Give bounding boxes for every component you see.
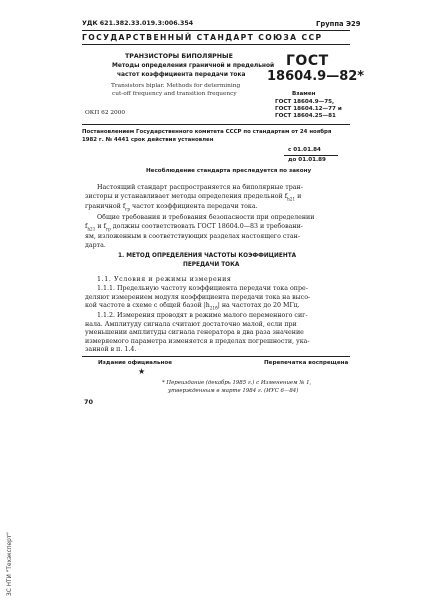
decree-text-1: Постановлением Государственного комитета СССР по стандартам от 24 ноября [82, 129, 332, 135]
okp-code: ОКП 62 2000 [85, 110, 126, 116]
intro-paragraph [85, 184, 347, 214]
footer-rule [82, 356, 350, 357]
p1-line-1: Настоящий стандарт распространяется на биполярные тран- [97, 184, 303, 191]
p1-line-2: зисторы и устанавливает методы определения предельной $f_{h21}$ и [85, 192, 302, 201]
reprint-prohibited: Перепечатка воспрещена [264, 360, 349, 366]
p111-line-3: кой частоте в схеме с общей базой $|h_{21б}|$ на частотах до 20 МГц. [85, 302, 300, 311]
side-stamp: ЗС НТИ "Техэксперт" [7, 532, 13, 596]
star-mark: ★ [138, 367, 146, 376]
p2-line-3: ям, изложенным в соответствующих разделах настоящего стан- [85, 233, 300, 241]
decree-text-2: 1982 г. № 4441 срок действия установлен [82, 137, 214, 143]
p111-line-1: 1.1.1. Предельную частоту коэффициента передачи тока опре- [97, 285, 308, 292]
section-1-heading-line-2: ПЕРЕДАЧИ ТОКА [183, 262, 240, 268]
p112-line-5: занной в п. 1.4. [85, 346, 137, 354]
p2-line-2: $f_{h21}$ и $f_{гр}$ должны соответствовать ГОСТ 18604.0—83 и требовани- [85, 222, 303, 231]
gost-label: ГОСТ [286, 53, 329, 69]
p112-line-3: уменьшении амплитуды сигнала генератора в два раза значение [85, 329, 304, 337]
replaces-label: Взамен [292, 91, 316, 97]
p1-line-3: граничной $f_{гр}$ частот коэффициента передачи тока. [85, 203, 258, 212]
decree-rule [82, 124, 350, 125]
title-ru-2: Методы определения граничной и предельной [112, 63, 275, 69]
udk-code: УДК 621.382.33.019.3:006.354 [82, 20, 194, 27]
p112-line-4: измеряемого параметра изменяется в пределах погрешности, ука- [85, 337, 310, 345]
page-number: 70 [84, 398, 94, 406]
title-ru-3: частот коэффициента передачи тока [117, 72, 246, 78]
header-rule-top [82, 30, 350, 31]
p2-line-4: дарта. [85, 242, 106, 250]
replaces-3: ГОСТ 18604.25—81 [275, 113, 336, 119]
title-ru-1: ТРАНЗИСТОРЫ БИПОЛЯРНЫЕ [125, 53, 233, 60]
replaces-1: ГОСТ 18604.9—75, [275, 99, 335, 105]
date-divider [284, 155, 338, 156]
p2-line-1: Общие требования и требования безопасности при определении [97, 214, 315, 221]
official-edition: Издание официальное [98, 360, 173, 366]
p111-line-2: деляют измерением модуля коэффициента передачи тока на высо- [85, 293, 311, 301]
replaces-2: ГОСТ 18604.12—77 и [275, 106, 342, 112]
subsection-1-1-heading: 1.1. Условия и режимы измерения [97, 276, 232, 283]
section-1-heading-line-1: 1. МЕТОД ОПРЕДЕЛЕНИЯ ЧАСТОТЫ КОЭФФИЦИЕНТА [118, 253, 297, 259]
standard-line: ГОСУДАРСТВЕННЫЙ СТАНДАРТ СОЮЗА ССР [82, 33, 323, 42]
date-to: до 01.01.89 [288, 157, 326, 163]
header-rule-bottom [82, 44, 350, 45]
gost-number: 18604.9—82* [267, 69, 365, 84]
date-from: с 01.01.84 [288, 147, 321, 153]
reissue-note-2: утвержденным в марте 1984 г. (ИУС 6—84) [168, 388, 299, 394]
group-code: Группа Э29 [316, 20, 361, 28]
law-warning: Несоблюдение стандарта преследуется по закону [146, 168, 312, 174]
p112-line-1: 1.1.2. Измерения проводят в режиме малого переменного сиг- [97, 312, 308, 319]
clause-1-1-2 [85, 312, 347, 355]
clause-1-1-1 [85, 285, 347, 313]
title-en-1: Transistors biplar. Methods for determining [111, 83, 241, 89]
p112-line-2: нала. Амплитуду сигнала считают достаточно малой, если при [85, 320, 297, 328]
reissue-note-1: * Переиздание (декабрь 1985 г.) с Изменением № 1, [162, 380, 312, 386]
title-en-2: cut-off frequency and transition frequency [112, 91, 237, 97]
requirements-paragraph [85, 214, 347, 251]
